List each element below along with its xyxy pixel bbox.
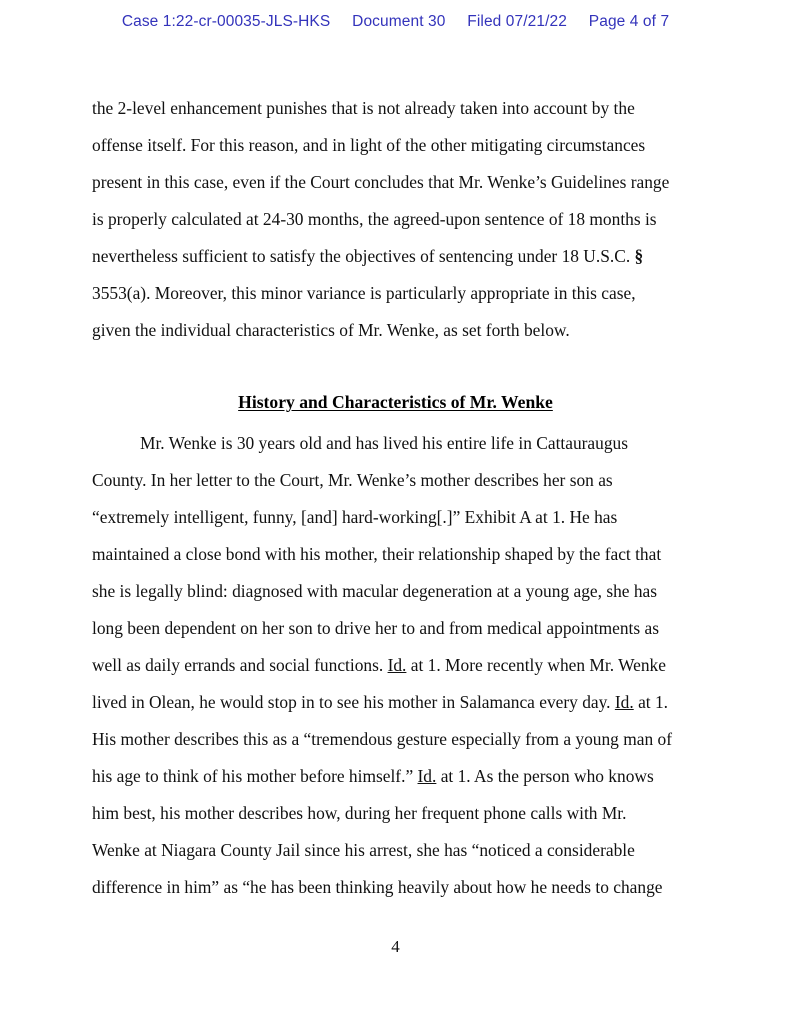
text-line: difference in him” as “he has been thinking heavily about how he needs to change [92, 877, 663, 897]
text-line: offense itself. For this reason, and in light of the other mitigating circumstances [92, 135, 646, 155]
text-line-first [92, 425, 704, 462]
text-run: at 1. As the person who knows [436, 766, 654, 786]
text-line: she is legally blind: diagnosed with macular degeneration at a young age, she has [92, 581, 658, 601]
text-run: his age to think of his mother before himself.” [92, 766, 418, 786]
ecf-document-number: Document 30 [352, 13, 446, 30]
text-line: Wenke at Niagara County Jail since his arrest, she has “noticed a considerable [92, 840, 635, 860]
text-line: His mother describes this as a “tremendous gesture especially from a young man of [92, 729, 673, 749]
page-number-footer [0, 937, 791, 957]
text-line: is properly calculated at 24-30 months, the agreed-upon sentence of 18 months is [92, 209, 657, 229]
body-paragraph-two [92, 425, 704, 906]
ecf-case-number: Case 1:22-cr-00035-JLS-HKS [121, 13, 331, 30]
statute-text: nevertheless sufficient to satisfy the objectives of sentencing under 18 U.S.C. [92, 246, 635, 266]
text-run: at 1. [633, 692, 669, 712]
text-line-statute [92, 238, 696, 275]
text-line: him best, his mother describes how, during her frequent phone calls with Mr. [92, 803, 627, 823]
body-paragraph-one [92, 90, 696, 349]
section-symbol: § [634, 246, 644, 266]
text-line: maintained a close bond with his mother, their relationship shaped by the fact that [92, 544, 662, 564]
paragraph-text [92, 425, 704, 906]
text-line: County. In her letter to the Court, Mr. Wenke’s mother describes her son as [92, 470, 613, 490]
text-line: given the individual characteristics of Mr. Wenke, as set forth below. [92, 320, 570, 340]
paragraph-text [92, 90, 696, 349]
ecf-filed-date: Filed 07/21/22 [467, 13, 567, 30]
text-line-citation [92, 684, 704, 721]
text-run: lived in Olean, he would stop in to see his mother in Salamanca every day. [92, 692, 615, 712]
text-run: at 1. More recently when Mr. Wenke [406, 655, 666, 675]
text-line: 3553(a). Moreover, this minor variance is particularly appropriate in this case, [92, 283, 636, 303]
text-line: the 2-level enhancement punishes that is not already taken into account by the [92, 98, 635, 118]
text-line: long been dependent on her son to drive her to and from medical appointments as [92, 618, 659, 638]
citation-id: Id. [417, 766, 437, 786]
ecf-header-stamp [0, 13, 791, 31]
text-run: well as daily errands and social functions. [92, 655, 388, 675]
page-number-value: 4 [391, 937, 400, 956]
text-line: present in this case, even if the Court concludes that Mr. Wenke’s Guidelines range [92, 172, 670, 192]
citation-id: Id. [614, 692, 634, 712]
text-line: “extremely intelligent, funny, [and] hard-working[.]” Exhibit A at 1. He has [92, 507, 618, 527]
ecf-page-indicator: Page 4 of 7 [588, 13, 670, 30]
text-line-citation [92, 758, 704, 795]
citation-id: Id. [387, 655, 407, 675]
text-run: Mr. Wenke is 30 years old and has lived his entire life in Cattauraugus [140, 433, 629, 453]
text-line-citation [92, 647, 704, 684]
section-heading-label: History and Characteristics of Mr. Wenke [238, 392, 553, 412]
section-heading [0, 389, 791, 415]
